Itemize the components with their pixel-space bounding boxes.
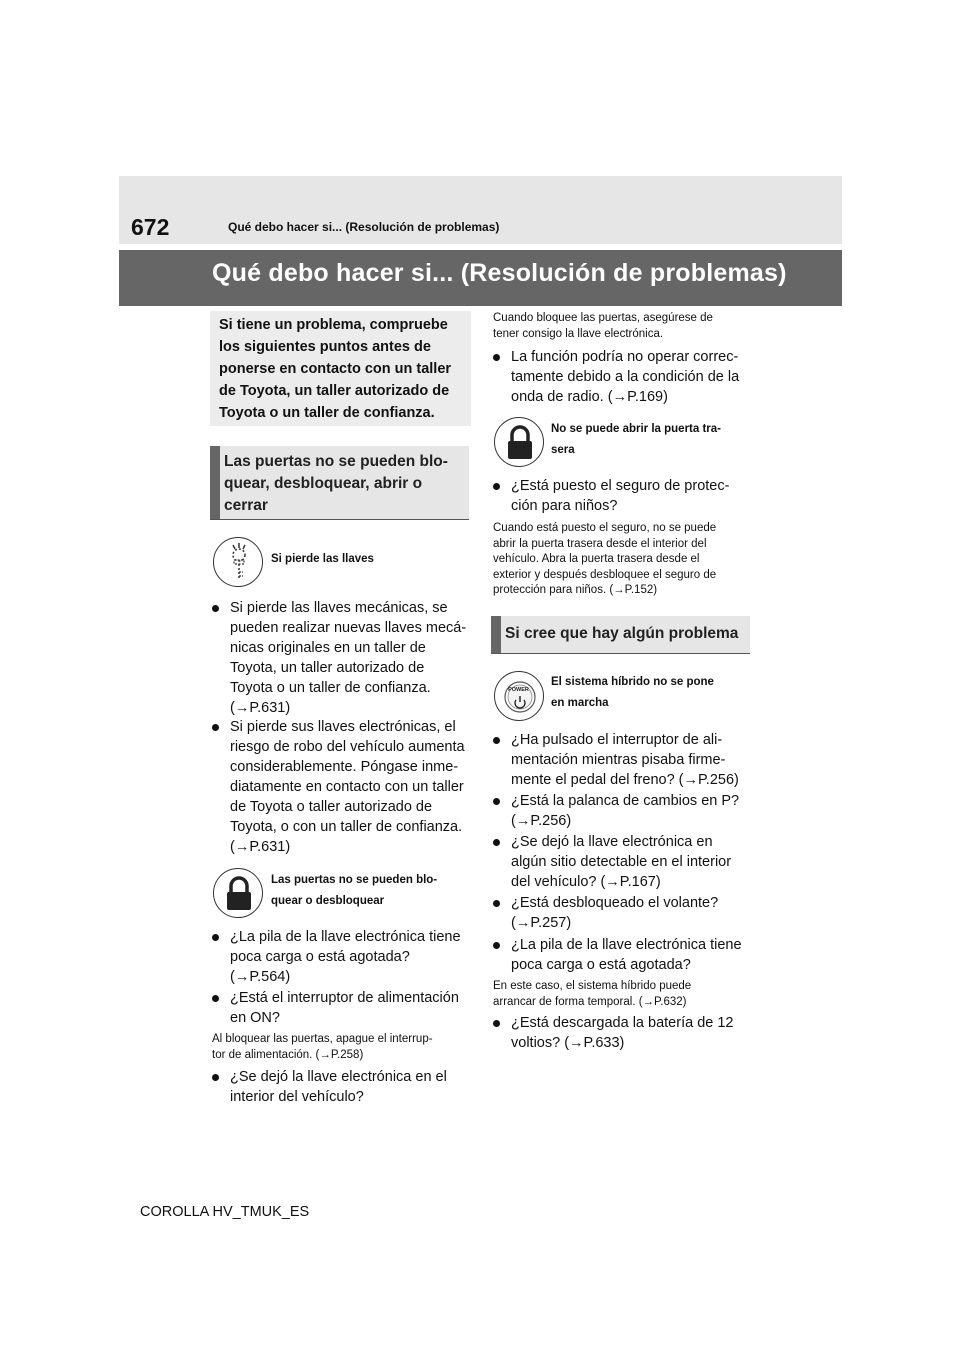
section-problem-header bbox=[491, 616, 750, 654]
bullet-line: Si pierde las llaves mecánicas, se bbox=[230, 600, 448, 616]
bullet-text bbox=[511, 791, 739, 831]
bullet-line: mente el pedal del freno? (→P.256) bbox=[511, 772, 739, 788]
bullet-line: algún sitio detectable en el interior bbox=[511, 854, 732, 870]
bullet-text bbox=[230, 598, 466, 718]
bullet-dot bbox=[493, 737, 500, 744]
bullet-line: en ON? bbox=[230, 1010, 280, 1026]
bullet-child-lock bbox=[493, 476, 753, 518]
power-text: POWER bbox=[508, 687, 529, 693]
note-line: Cuando bloquee las puertas, asegúrese de bbox=[493, 312, 713, 324]
bullet-line: ¿Se dejó la llave electrónica en bbox=[511, 834, 713, 850]
bullet-line: Si pierde sus llaves electrónicas, el bbox=[230, 719, 456, 735]
bullet-line: onda de radio. (→P.169) bbox=[511, 389, 668, 405]
page-number: 672 bbox=[131, 214, 170, 240]
bullet-dot bbox=[212, 605, 219, 612]
bullet-line: nicas originales en un taller de bbox=[230, 640, 426, 656]
note-line: Cuando está puesto el seguro, no se puede bbox=[493, 522, 717, 534]
bullet-line: (→P.631) bbox=[230, 839, 291, 855]
bullet-text bbox=[230, 717, 465, 857]
bullet-text bbox=[511, 1013, 733, 1053]
icon-label-line: Las puertas no se pueden blo- bbox=[271, 874, 438, 886]
bullet-brake-pedal bbox=[493, 730, 753, 792]
running-title: Qué debo hacer si... (Resolución de problemas) bbox=[228, 220, 500, 234]
bullet-key-battery-right bbox=[493, 935, 753, 977]
bullet-dot bbox=[212, 724, 219, 731]
bullet-line: considerablemente. Póngase inme- bbox=[230, 759, 459, 775]
bullet-line: pueden realizar nuevas llaves mecá- bbox=[230, 620, 467, 636]
bullet-text bbox=[230, 927, 461, 987]
note-line: Al bloquear las puertas, apague el interrup- bbox=[212, 1033, 433, 1045]
bullet-line: ¿La pila de la llave electrónica tiene bbox=[230, 929, 461, 945]
bullet-key-inside-vehicle bbox=[212, 1067, 472, 1109]
padlock-icon bbox=[494, 417, 544, 467]
bullet-12v-battery bbox=[493, 1013, 753, 1055]
bullet-line: Toyota, un taller autorizado de bbox=[230, 660, 425, 676]
bullet-text bbox=[511, 730, 739, 790]
bullet-line: poca carga o está agotada? bbox=[511, 957, 691, 973]
bullet-radio-wave bbox=[493, 347, 753, 409]
bullet-line: ¿Está desbloqueado el volante? bbox=[511, 895, 719, 911]
icon-label-line: sera bbox=[551, 444, 575, 456]
footer-model: COROLLA HV_TMUK_ES bbox=[140, 1204, 310, 1220]
bullet-line: diatamente en contacto con un taller bbox=[230, 779, 464, 795]
power-button-icon bbox=[494, 671, 544, 721]
note-line: vehículo. Abra la puerta trasera desde el bbox=[493, 553, 700, 565]
bullet-line: de Toyota o taller autorizado de bbox=[230, 799, 433, 815]
bullet-text bbox=[511, 347, 739, 407]
bullet-lost-electronic-keys bbox=[212, 717, 472, 859]
bullet-line: del vehículo? (→P.167) bbox=[511, 874, 661, 890]
bullet-shift-lever bbox=[493, 791, 753, 833]
bullet-line: La función podría no operar correc- bbox=[511, 349, 739, 365]
bullet-line: ¿Está el interruptor de alimentación bbox=[230, 990, 459, 1006]
bullet-line: ¿Está la palanca de cambios en P? bbox=[511, 793, 740, 809]
bullet-line: ¿Está puesto el seguro de protec- bbox=[511, 478, 730, 494]
note-line: arrancar de forma temporal. (→P.632) bbox=[493, 995, 687, 1008]
padlock-icon bbox=[213, 868, 263, 918]
rear-door-label bbox=[551, 419, 721, 461]
bullet-line: interior del vehículo? bbox=[230, 1089, 364, 1105]
bullet-steering-wheel bbox=[493, 893, 753, 935]
note-line: tener consigo la llave electrónica. bbox=[493, 327, 664, 340]
bullet-line: ¿Se dejó la llave electrónica en el bbox=[230, 1069, 447, 1085]
note-line: exterior y después desbloquee el seguro de bbox=[493, 568, 717, 581]
bullet-line: mentación mientras pisaba firme- bbox=[511, 752, 726, 768]
bullet-line: ción para niños? bbox=[511, 498, 618, 514]
bullet-dot bbox=[493, 483, 500, 490]
icon-label-line: quear o desbloquear bbox=[271, 895, 385, 907]
bullet-dot bbox=[212, 934, 219, 941]
bullet-line: tamente debido a la condición de la bbox=[511, 369, 740, 385]
bullet-text bbox=[230, 988, 459, 1028]
hybrid-start-label bbox=[551, 672, 714, 714]
bullet-text bbox=[511, 893, 718, 933]
bullet-line: (→P.257) bbox=[511, 915, 572, 931]
bullet-line: riesgo de robo del vehículo aumenta bbox=[230, 739, 465, 755]
icon-label-line: No se puede abrir la puerta tra- bbox=[551, 423, 721, 435]
bullet-key-detectable bbox=[493, 832, 753, 894]
bullet-key-battery bbox=[212, 927, 472, 989]
note-line: En este caso, el sistema híbrido puede bbox=[493, 980, 692, 992]
icon-label-line: El sistema híbrido no se pone bbox=[551, 676, 714, 688]
note-line: protección para niños. (→P.152) bbox=[493, 584, 658, 596]
bullet-dot bbox=[493, 900, 500, 907]
page-title: Qué debo hacer si... (Resolución de problemas) bbox=[212, 259, 787, 287]
section-line: quear, desbloquear, abrir o bbox=[224, 475, 423, 492]
bullet-text bbox=[230, 1067, 447, 1107]
intro-line: Toyota o un taller de confianza. bbox=[219, 405, 435, 421]
section-line: cerrar bbox=[224, 497, 268, 514]
intro-line: de Toyota, un taller autorizado de bbox=[219, 383, 450, 399]
bullet-text bbox=[511, 476, 729, 516]
bullet-dot bbox=[493, 798, 500, 805]
bullet-power-switch bbox=[212, 988, 472, 1030]
bullet-line: Toyota, o con un taller de confianza. bbox=[230, 819, 463, 835]
bullet-lost-mechanical-keys bbox=[212, 598, 472, 720]
section-line: Las puertas no se pueden blo- bbox=[224, 453, 448, 470]
intro-text bbox=[219, 314, 469, 424]
bullet-line: (→P.256) bbox=[511, 813, 572, 829]
lost-key-label: Si pierde las llaves bbox=[271, 553, 374, 565]
bullet-text bbox=[511, 935, 742, 975]
note-power-switch bbox=[212, 1032, 433, 1063]
intro-line: los siguientes puntos antes de bbox=[219, 339, 431, 355]
note-carry-key bbox=[493, 311, 713, 342]
bullet-text bbox=[511, 832, 731, 892]
note-child-lock bbox=[493, 521, 716, 599]
bullet-line: poca carga o está agotada? bbox=[230, 949, 410, 965]
section-accent-bar bbox=[210, 446, 220, 519]
icon-label-line: en marcha bbox=[551, 697, 609, 709]
bullet-line: voltios? (→P.633) bbox=[511, 1035, 625, 1051]
note-temporary-start bbox=[493, 979, 691, 1010]
bullet-dot bbox=[493, 839, 500, 846]
bullet-line: ¿La pila de la llave electrónica tiene bbox=[511, 937, 742, 953]
bullet-dot bbox=[493, 354, 500, 361]
note-line: tor de alimentación. (→P.258) bbox=[212, 1048, 364, 1061]
bullet-dot bbox=[212, 1074, 219, 1081]
bullet-line: ¿Ha pulsado el interruptor de ali- bbox=[511, 732, 723, 748]
doors-lock-label bbox=[271, 870, 437, 912]
section-problem-title: Si cree que hay algún problema bbox=[505, 625, 739, 642]
section-doors-header bbox=[210, 446, 469, 520]
section-accent-bar bbox=[491, 616, 501, 653]
intro-line: ponerse en contacto con un taller bbox=[219, 361, 452, 377]
lost-key-icon bbox=[213, 537, 263, 587]
bullet-dot bbox=[212, 995, 219, 1002]
bullet-dot bbox=[493, 1020, 500, 1027]
bullet-line: (→P.564) bbox=[230, 969, 291, 985]
intro-line: Si tiene un problema, compruebe bbox=[219, 317, 448, 333]
bullet-dot bbox=[493, 942, 500, 949]
bullet-line: ¿Está descargada la batería de 12 bbox=[511, 1015, 734, 1031]
section-doors-title bbox=[224, 451, 448, 517]
note-line: abrir la puerta trasera desde el interior del bbox=[493, 537, 707, 550]
bullet-line: Toyota o un taller de confianza. bbox=[230, 680, 431, 696]
bullet-line: (→P.631) bbox=[230, 700, 291, 716]
